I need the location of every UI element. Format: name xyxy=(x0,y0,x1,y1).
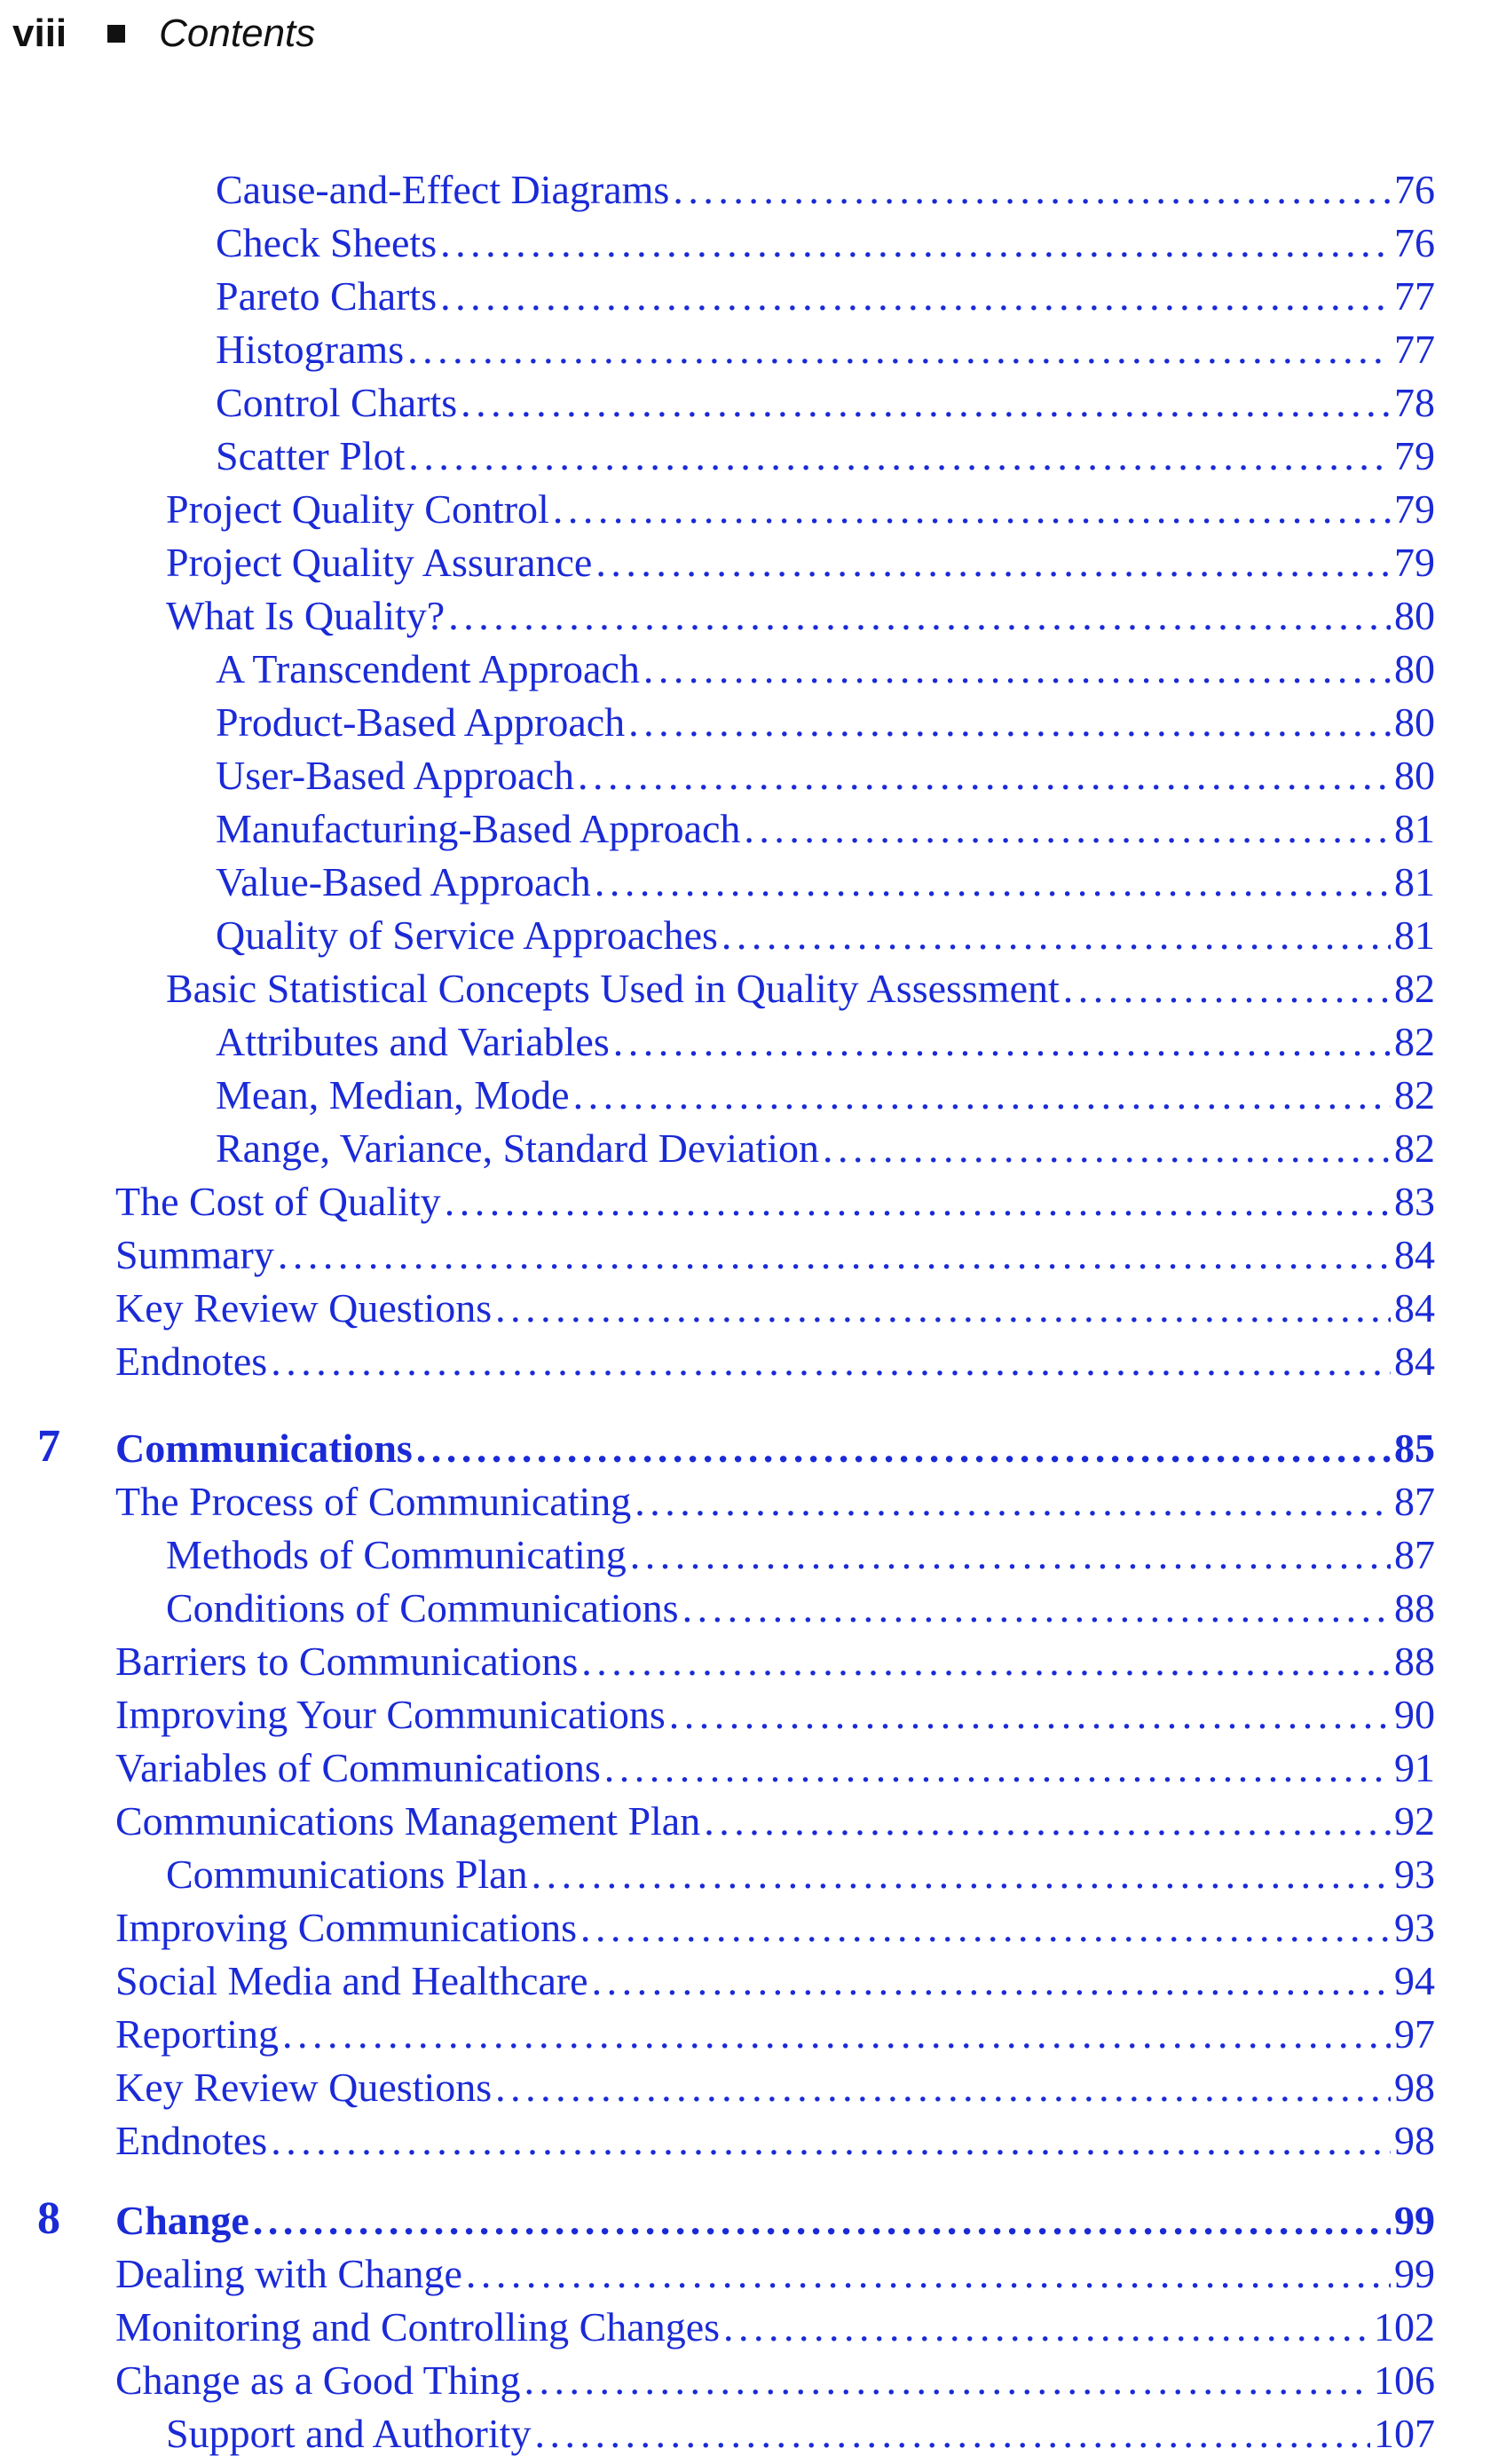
toc-entry-page: 107 xyxy=(1374,2411,1435,2456)
toc-entry-label: Communications xyxy=(115,1425,413,1471)
toc-entry-page: 99 xyxy=(1394,2251,1435,2296)
dot-leader xyxy=(553,483,1391,536)
toc-entry-label: Barriers to Communications xyxy=(115,1639,579,1684)
toc-entry-page: 88 xyxy=(1394,1639,1435,1684)
dot-leader xyxy=(573,1069,1391,1122)
toc-entry-page: 88 xyxy=(1394,1585,1435,1631)
toc-entry-label: Control Charts xyxy=(216,380,458,425)
dot-leader xyxy=(595,856,1391,909)
toc-entry[interactable] xyxy=(115,2301,1435,2354)
toc-entry-page: 91 xyxy=(1394,1745,1435,1790)
toc-entry[interactable] xyxy=(115,2114,1435,2168)
toc-entry[interactable] xyxy=(216,802,1435,856)
dot-leader xyxy=(466,2247,1391,2301)
dot-leader xyxy=(669,1688,1391,1741)
toc-entry-page: 79 xyxy=(1394,540,1435,585)
toc-entry-page: 82 xyxy=(1394,1125,1435,1171)
toc-chapter-entry[interactable] xyxy=(115,1422,1435,1475)
toc-entry[interactable] xyxy=(115,2247,1435,2301)
dot-leader xyxy=(613,1015,1391,1069)
toc-entry-label: The Cost of Quality xyxy=(115,1179,441,1224)
dot-leader xyxy=(580,1901,1391,1955)
toc-entry-label: Change as a Good Thing xyxy=(115,2357,521,2403)
toc-entry-page: 93 xyxy=(1394,1852,1435,1897)
toc-entry-page: 90 xyxy=(1394,1692,1435,1737)
toc-entry[interactable] xyxy=(115,1228,1435,1282)
toc-entry-page: 79 xyxy=(1394,433,1435,478)
dot-leader xyxy=(592,1955,1391,2008)
chapter-number: 7 xyxy=(37,1421,60,1472)
toc-entry-page: 79 xyxy=(1394,486,1435,532)
toc-entry[interactable] xyxy=(115,2061,1435,2114)
toc-entry[interactable] xyxy=(166,2407,1435,2460)
dot-leader xyxy=(628,696,1391,749)
toc-entry[interactable] xyxy=(216,1069,1435,1122)
dot-leader xyxy=(673,163,1391,217)
dot-leader xyxy=(578,749,1391,802)
toc-entry-label: Manufacturing-Based Approach xyxy=(216,806,741,851)
toc-entry-page: 80 xyxy=(1394,699,1435,745)
toc-entry[interactable] xyxy=(216,270,1435,323)
toc-entry[interactable] xyxy=(216,163,1435,217)
dot-leader xyxy=(271,2114,1391,2168)
dot-leader xyxy=(630,1528,1391,1582)
toc-entry-label: Project Quality Control xyxy=(166,486,549,532)
toc-entry-page: 94 xyxy=(1394,1958,1435,2003)
toc-entry-page: 98 xyxy=(1394,2065,1435,2110)
toc-entry-label: Check Sheets xyxy=(216,220,438,265)
toc-entry-page: 85 xyxy=(1394,1425,1435,1471)
toc-entry-label: Monitoring and Controlling Changes xyxy=(115,2304,721,2349)
toc-entry-label: Variables of Communications xyxy=(115,1745,601,1790)
toc-entry[interactable] xyxy=(216,323,1435,376)
toc-entry[interactable] xyxy=(115,2354,1435,2407)
dot-leader xyxy=(1063,962,1391,1015)
toc-entry-page: 81 xyxy=(1394,912,1435,958)
toc-entry[interactable] xyxy=(115,1955,1435,2008)
toc-entry-page: 98 xyxy=(1394,2118,1435,2163)
toc-entry[interactable] xyxy=(216,217,1435,270)
toc-entry-label: User-Based Approach xyxy=(216,753,575,798)
dot-leader xyxy=(604,1741,1391,1795)
toc-entry[interactable] xyxy=(216,1015,1435,1069)
toc-entry-label: Key Review Questions xyxy=(115,1285,493,1331)
toc-entry[interactable] xyxy=(216,909,1435,962)
toc-entry-page: 83 xyxy=(1394,1179,1435,1224)
toc-entry-page: 76 xyxy=(1394,167,1435,212)
toc-entry-page: 87 xyxy=(1394,1479,1435,1524)
toc-entry-label: Value-Based Approach xyxy=(216,859,591,904)
toc-entry[interactable] xyxy=(216,376,1435,430)
toc-entry[interactable] xyxy=(166,483,1435,536)
toc-entry[interactable] xyxy=(166,962,1435,1015)
toc-entry-page: 77 xyxy=(1394,327,1435,372)
dot-leader xyxy=(253,2194,1391,2247)
toc-entry[interactable] xyxy=(166,1582,1435,1635)
toc-entry[interactable] xyxy=(115,1795,1435,1848)
toc-entry[interactable] xyxy=(166,536,1435,589)
dot-leader xyxy=(524,2354,1370,2407)
dot-leader xyxy=(744,802,1391,856)
dot-leader xyxy=(635,1475,1391,1528)
dot-leader xyxy=(461,376,1391,430)
toc-entry-page: 93 xyxy=(1394,1905,1435,1950)
toc-entry-label: What Is Quality? xyxy=(166,593,445,638)
toc-entry-label: A Transcendent Approach xyxy=(216,646,640,691)
toc-entry-label: Improving Communications xyxy=(115,1905,578,1950)
toc-entry[interactable] xyxy=(115,1282,1435,1335)
dot-leader xyxy=(271,1335,1391,1388)
dot-leader xyxy=(416,1422,1391,1475)
toc-entry-label: Quality of Service Approaches xyxy=(216,912,718,958)
toc-entry-label: Mean, Median, Mode xyxy=(216,1072,570,1117)
toc-entry[interactable] xyxy=(115,1901,1435,1955)
toc-entry-page: 80 xyxy=(1394,593,1435,638)
toc-entry[interactable] xyxy=(216,430,1435,483)
dot-leader xyxy=(581,1635,1391,1688)
dot-leader xyxy=(723,2301,1370,2354)
toc-entry-label: Endnotes xyxy=(115,2118,268,2163)
dot-leader xyxy=(278,1228,1391,1282)
dot-leader xyxy=(495,2061,1391,2114)
dot-leader xyxy=(682,1582,1391,1635)
toc-entry[interactable] xyxy=(216,856,1435,909)
toc-entry-page: 80 xyxy=(1394,753,1435,798)
toc-entry-label: Communications Plan xyxy=(166,1852,528,1897)
toc-entry[interactable] xyxy=(216,749,1435,802)
toc-entry-label: Range, Variance, Standard Deviation xyxy=(216,1125,819,1171)
toc-entry-label: Support and Authority xyxy=(166,2411,532,2456)
toc-entry[interactable] xyxy=(115,1335,1435,1388)
toc-entry[interactable] xyxy=(115,1175,1435,1228)
toc-entry-label: The Process of Communicating xyxy=(115,1479,632,1524)
toc-entry-page: 80 xyxy=(1394,646,1435,691)
toc-entry-label: Pareto Charts xyxy=(216,273,438,319)
toc-entry-page: 77 xyxy=(1394,273,1435,319)
dot-leader xyxy=(534,2407,1370,2460)
toc-entry-label: Scatter Plot xyxy=(216,433,406,478)
dot-leader xyxy=(282,2008,1391,2061)
dot-leader xyxy=(448,589,1391,643)
dot-leader xyxy=(823,1122,1391,1175)
toc-entry[interactable] xyxy=(115,1741,1435,1795)
toc-entry[interactable] xyxy=(216,1122,1435,1175)
toc-entry-page: 82 xyxy=(1394,1019,1435,1064)
toc-entry-label: Communications Management Plan xyxy=(115,1798,701,1844)
toc-entry[interactable] xyxy=(216,696,1435,749)
toc-entry-label: Summary xyxy=(115,1232,274,1277)
toc-entry-page: 76 xyxy=(1394,220,1435,265)
toc-entry-page: 82 xyxy=(1394,1072,1435,1117)
dot-leader xyxy=(495,1282,1391,1335)
dot-leader xyxy=(532,1848,1391,1901)
toc-entry-label: Project Quality Assurance xyxy=(166,540,593,585)
toc-entry-page: 92 xyxy=(1394,1798,1435,1844)
toc-entry-page: 84 xyxy=(1394,1285,1435,1331)
toc-entry-page: 84 xyxy=(1394,1232,1435,1277)
toc-entry[interactable] xyxy=(166,589,1435,643)
toc-entry-page: 78 xyxy=(1394,380,1435,425)
toc-entry[interactable] xyxy=(115,1635,1435,1688)
toc-entry-label: Conditions of Communications xyxy=(166,1585,679,1631)
toc-entry-page: 81 xyxy=(1394,859,1435,904)
toc-entry-page: 97 xyxy=(1394,2011,1435,2057)
dot-leader xyxy=(595,536,1391,589)
chapter-number: 8 xyxy=(37,2193,60,2244)
dot-leader xyxy=(440,217,1391,270)
running-head-title: Contents xyxy=(159,12,316,55)
toc-entry-page: 81 xyxy=(1394,806,1435,851)
toc-entry-page: 102 xyxy=(1374,2304,1435,2349)
dot-leader xyxy=(445,1175,1391,1228)
toc-entry-label: Histograms xyxy=(216,327,405,372)
toc-entry-page: 87 xyxy=(1394,1532,1435,1577)
toc-entry-label: Cause-and-Effect Diagrams xyxy=(216,167,670,212)
dot-leader xyxy=(408,430,1391,483)
toc-entry-label: Dealing with Change xyxy=(115,2251,462,2296)
toc-entry[interactable] xyxy=(115,2008,1435,2061)
toc-entry-page: 106 xyxy=(1374,2357,1435,2403)
toc-entry[interactable] xyxy=(115,1475,1435,1528)
dot-leader xyxy=(440,270,1391,323)
dot-leader xyxy=(407,323,1391,376)
toc-entry-label: Methods of Communicating xyxy=(166,1532,627,1577)
toc-entry-label: Reporting xyxy=(115,2011,279,2057)
toc-entry-label: Improving Your Communications xyxy=(115,1692,666,1737)
toc-entry-label: Social Media and Healthcare xyxy=(115,1958,588,2003)
toc-entry-label: Change xyxy=(115,2198,249,2243)
toc-entry-label: Key Review Questions xyxy=(115,2065,493,2110)
toc-entry-page: 84 xyxy=(1394,1339,1435,1384)
toc-entry-label: Product-Based Approach xyxy=(216,699,626,745)
toc-entry[interactable] xyxy=(216,643,1435,696)
toc-entry[interactable] xyxy=(115,1688,1435,1741)
toc-entry[interactable] xyxy=(166,1528,1435,1582)
toc-entry-label: Attributes and Variables xyxy=(216,1019,610,1064)
toc-entry-label: Basic Statistical Concepts Used in Quality Assessment xyxy=(166,966,1060,1011)
toc-chapter-entry[interactable] xyxy=(115,2194,1435,2247)
toc-entry[interactable] xyxy=(166,1848,1435,1901)
toc-entry-page: 99 xyxy=(1394,2198,1435,2243)
page-number: viii xyxy=(12,12,67,55)
toc-entry-label: Endnotes xyxy=(115,1339,268,1384)
dot-leader xyxy=(721,909,1391,962)
dot-leader xyxy=(704,1795,1391,1848)
dot-leader xyxy=(643,643,1391,696)
toc-entry-page: 82 xyxy=(1394,966,1435,1011)
